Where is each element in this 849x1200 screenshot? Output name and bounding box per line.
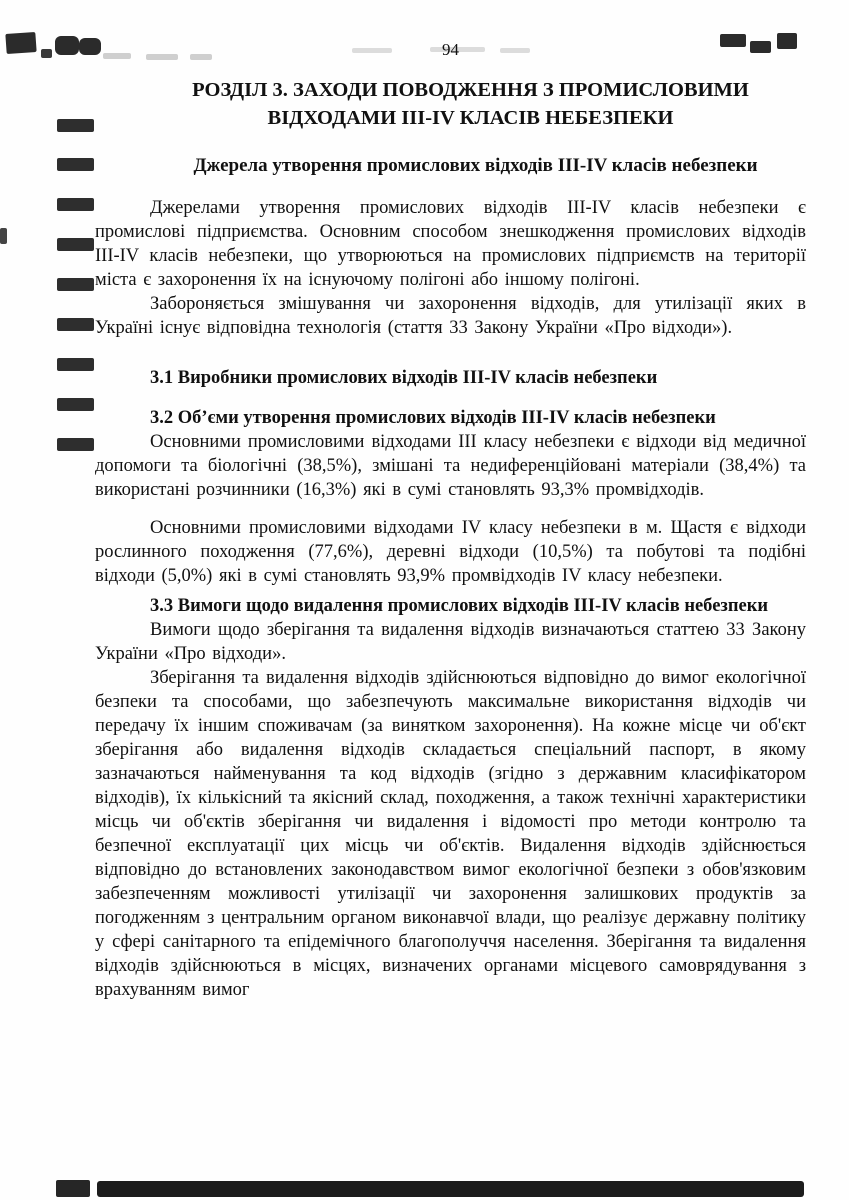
chapter-title [95,76,806,132]
para-3-3-1: Вимоги щодо зберігання та видалення відходів визначаються статтею 33 Закону України «Про відходи». [95,620,806,664]
heading-3-2: 3.2 Об’єми утворення промислових відходів ІІІ-ІV класів небезпеки [150,408,716,428]
scan-artifact [57,398,94,411]
para-3-2-1: Основними промисловими відходами ІІІ класу небезпеки є відходи від медичної допомоги та біологічні (38,5%), змішані та недиференційовані матеріали (38,4%) та використані розчинники (16,3%) які в сумі становлять 93,3% промвідходів. [95,432,806,500]
scan-artifact [41,49,52,58]
scan-artifact [57,278,94,291]
heading-3-3: 3.3 Вимоги щодо видалення промислових відходів ІІІ-ІV класів небезпеки [150,596,769,616]
scan-artifact [56,1180,90,1197]
chapter-title-line1: РОЗДІЛ 3. ЗАХОДИ ПОВОДЖЕННЯ З ПРОМИСЛОВИМИ [192,79,749,101]
scan-artifact [5,32,36,54]
scan-artifact [57,158,94,171]
page-number: 94 [442,40,459,59]
scan-artifact [57,318,94,331]
para-intro-2: Забороняється змішування чи захоронення відходів, для утилізації яких в Україні існує відповідна технологія (стаття 33 Закону України «Про відходи»). [95,294,806,338]
scan-artifact [57,119,94,132]
scan-artifact [55,36,79,55]
scan-artifact [0,228,7,244]
scan-artifact [57,238,94,251]
scan-artifact [57,438,94,451]
scan-artifact [57,198,94,211]
section-subtitle: Джерела утворення промислових відходів ІІІ-ІV класів небезпеки [193,155,758,176]
scan-artifact [57,358,94,371]
scan-artifact-bottom-bar [97,1181,804,1197]
para-3-2-2: Основними промисловими відходами ІV класу небезпеки в м. Щастя є відходи рослинного походження (77,6%), деревні відходи (10,5%) та побутові та подібні відходи (5,0%) які в сумі становлять 93,9% промвідходів ІV класу небезпеки. [95,518,806,586]
chapter-title-line2: ВІДХОДАМИ ІІІ-ІV КЛАСІВ НЕБЕЗПЕКИ [267,107,674,129]
para-3-3-2: Зберігання та видалення відходів здійснюються відповідно до вимог екологічної безпеки та способами, що забезпечують максимальне використання відходів чи передачу їх іншим споживачам (за винятком захоронення). На кожне місце чи об'єкт зберігання або видалення відходів складається спеціальний паспорт, в якому зазначаються найменування та код відходів (згідно з державним класифікатором відходів), їх кількісний та якісний склад, походження, а також технічні характеристики місць чи об'єктів зберігання чи видалення і відомості про методи контролю та безпечної експлуатації цих місць чи об'єктів. Видалення відходів здійснюється відповідно до встановлених законодавством вимог екологічної безпеки з обов'язковим забезпеченням можливості утилізації чи захоронення залишкових продуктів за погодженням з центральним органом виконавчої влади, що реалізує державну політику у сфері санітарного та епідемічного благополуччя населення. Зберігання та видалення відходів здійснюються в місцях, визначених органами місцевого самоврядування з врахуванням вимог [95,668,806,1000]
para-intro-1: Джерелами утворення промислових відходів ІІІ-ІV класів небезпеки є промислові підприємства. Основним способом знешкодження промислових відходів ІІІ-ІV класів небезпеки, що утворюються на промислових підприємств на території міста є захоронення їх на існуючому полігоні або іншому полігоні. [95,198,806,290]
heading-3-1: 3.1 Виробники промислових відходів ІІІ-ІV класів небезпеки [150,368,658,388]
document-content [95,0,806,1002]
